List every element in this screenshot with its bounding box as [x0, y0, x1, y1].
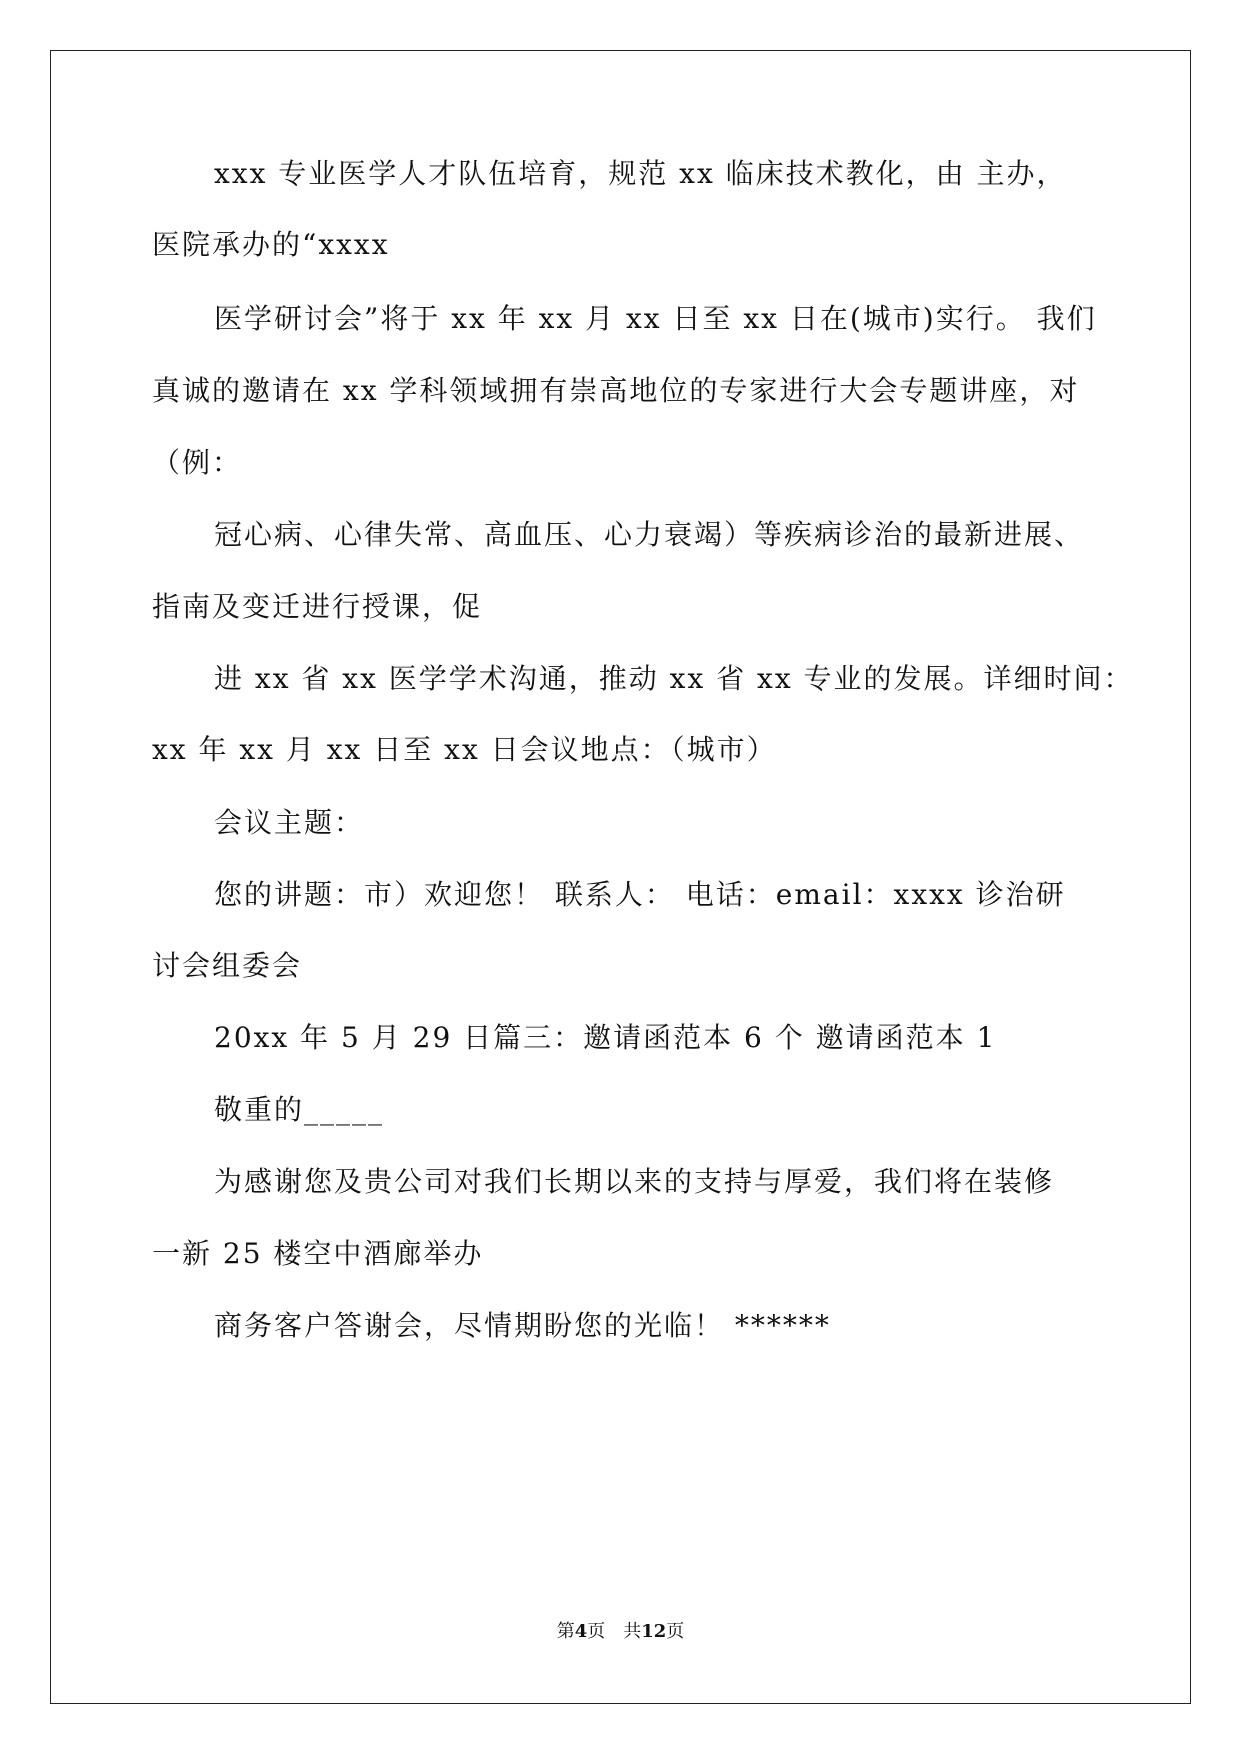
- paragraph-line: 医院承办的“xxxx: [152, 228, 390, 261]
- paragraph-line: 指南及变迁进行授课，促: [152, 590, 483, 623]
- paragraph-line: 您的讲题：市）欢迎您！ 联系人： 电话：email：xxxx 诊治研: [214, 878, 1066, 911]
- footer-total-prefix: 共: [623, 1621, 642, 1642]
- paragraph-line: 一新 25 楼空中酒廊举办: [152, 1237, 484, 1270]
- paragraph-line: 讨会组委会: [152, 949, 303, 982]
- paragraph-line: 医学研讨会”将于 xx 年 xx 月 xx 日至 xx 日在(城市)实行。 我们: [214, 302, 1097, 335]
- footer-page-suffix: 页: [587, 1621, 606, 1642]
- paragraph-line: 商务客户答谢会，尽情期盼您的光临！ ******: [214, 1309, 831, 1342]
- paragraph-line: xxx 专业医学人才队伍培育，规范 xx 临床技术教化，由 主办，: [214, 157, 1067, 190]
- paragraph-line: xx 年 xx 月 xx 日至 xx 日会议地点：（城市）: [152, 733, 777, 766]
- paragraph-line: 会议主题：: [214, 806, 365, 839]
- paragraph-line: （例：: [152, 446, 243, 479]
- paragraph-line: 冠心病、心律失常、高血压、心力衰竭）等疾病诊治的最新进展、: [214, 518, 1085, 551]
- paragraph-line: 20xx 年 5 月 29 日篇三：邀请函范本 6 个 邀请函范本 1: [214, 1021, 997, 1054]
- paragraph-line: 进 xx 省 xx 医学学术沟通，推动 xx 省 xx 专业的发展。详细时间：: [214, 662, 1134, 695]
- page-border: [50, 50, 1191, 1704]
- footer-prefix: 第: [556, 1621, 575, 1642]
- total-pages: 12: [641, 1621, 667, 1642]
- footer-total-suffix: 页: [666, 1621, 685, 1642]
- page-number: 4: [574, 1621, 588, 1642]
- paragraph-line: 敬重的_____: [214, 1093, 385, 1126]
- paragraph-line: 为感谢您及贵公司对我们长期以来的支持与厚爱，我们将在装修: [214, 1165, 1055, 1198]
- page-footer: [0, 1620, 1241, 1644]
- paragraph-line: 真诚的邀请在 xx 学科领域拥有崇高地位的专家进行大会专题讲座，对: [152, 374, 1080, 407]
